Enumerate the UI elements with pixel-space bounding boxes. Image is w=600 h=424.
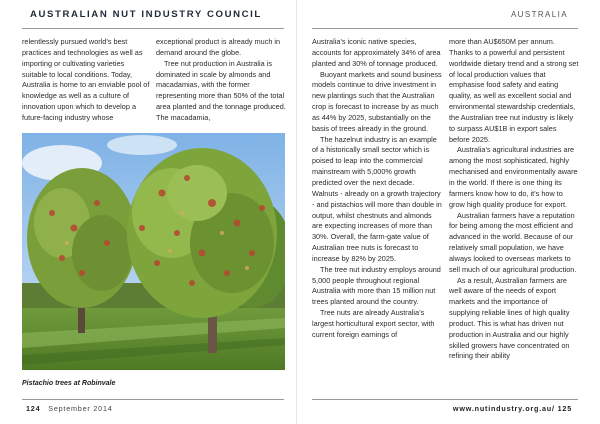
paragraph: relentlessly pursued world’s best practices and technologies as well as importing or cultivating varieties suitable to local conditions. Today, Australia is home to an enviable pool of knowledge as well as a culture of innovation upon which to develop a future-facing industry whose bbox=[22, 37, 150, 122]
paragraph: The tree nut industry employs around 5,000 people throughout regional Australia with more than 15 million nut trees planted around the country. bbox=[312, 264, 441, 307]
paragraph: Australian farmers have a reputation for being among the most efficient and advanced in the world. Because of our relatively small population, we have always looked to overseas markets to sell much of our agricultural production. bbox=[449, 210, 577, 274]
paragraph: more than AU$650M per annum. Thanks to a powerful and persistent worldwide dietary trend and a strong set of local production values that emphasise food safety and eating quality, as well as excellent social and environmental stewardship credentials, the Australian tree nut industry is likely to surpass AU$1B in export sales before 2025. bbox=[449, 37, 579, 144]
pistachio-orchard-photo bbox=[22, 133, 285, 370]
header-rule-left bbox=[22, 28, 284, 29]
footer-left bbox=[26, 404, 113, 413]
section-title: AUSTRALIA bbox=[510, 10, 568, 19]
text-column-2 bbox=[156, 37, 286, 124]
paragraph: Tree nut production in Australia is dominated in scale by almonds and macadamias, with the former representing more than 50% of the total area planted and the tonnage produced. The macadamia, bbox=[156, 58, 286, 122]
footer-rule-right bbox=[312, 399, 578, 400]
page-number-left: 124 bbox=[26, 404, 41, 413]
paragraph: Australia’s iconic native species, accounts for approximately 34% of area planted and 30% of tonnage produced. bbox=[312, 37, 441, 68]
paragraph: Tree nuts are already Australia’s largest horticultural export sector, with current foreign earnings of bbox=[312, 308, 435, 339]
header-rule-right bbox=[312, 28, 578, 29]
footer-rule-left bbox=[22, 399, 284, 400]
text-column-3 bbox=[312, 37, 442, 341]
paragraph: Buoyant markets and sound business models continue to drive investment in new plantings such that the Australian crop is forecast to increase by as much as 44% by 2025, substantially on the basis of trees already in the ground. bbox=[312, 69, 442, 133]
website-link[interactable]: www.nutindustry.org.au/ bbox=[452, 404, 555, 413]
paragraph: The hazelnut industry is an example of a historically small sector which is poised to leap into the commercial mainstream with 5,000% growth predicted over the next decade. Walnuts - already on a growth trajectory - and pistachios will more than double in output, whilst chestnuts and almonds are expecting increases of more than 30%. Overall, the farm-gate value of Australian tree nuts is forecast to increase by 82% by 2025. bbox=[312, 134, 442, 263]
footer-right bbox=[453, 404, 572, 413]
text-column-4 bbox=[449, 37, 579, 362]
photo-caption: Pistachio trees at Robinvale bbox=[22, 380, 116, 387]
paragraph: exceptional product is already much in demand around the globe. bbox=[156, 37, 281, 57]
text-column-1 bbox=[22, 37, 150, 124]
paragraph: Australia’s agricultural industries are among the most sophisticated, highly mechanised and environmentally aware in the world. If there is one thing its farmers know how to do, it’s how to grow high quality produce for export. bbox=[449, 145, 578, 209]
issue-date: September 2014 bbox=[48, 404, 113, 413]
paragraph: As a result, Australian farmers are well aware of the needs of export markets and the importance of supplying reliable lines of high quality product. This is what has driven nut production in Australia and our highly skilled growers have concentrated on refining their ability bbox=[449, 275, 570, 361]
page-gutter bbox=[296, 0, 297, 424]
publication-title: AUSTRALIAN NUT INDUSTRY COUNCIL bbox=[30, 9, 262, 20]
page-number-right: 125 bbox=[557, 404, 572, 413]
